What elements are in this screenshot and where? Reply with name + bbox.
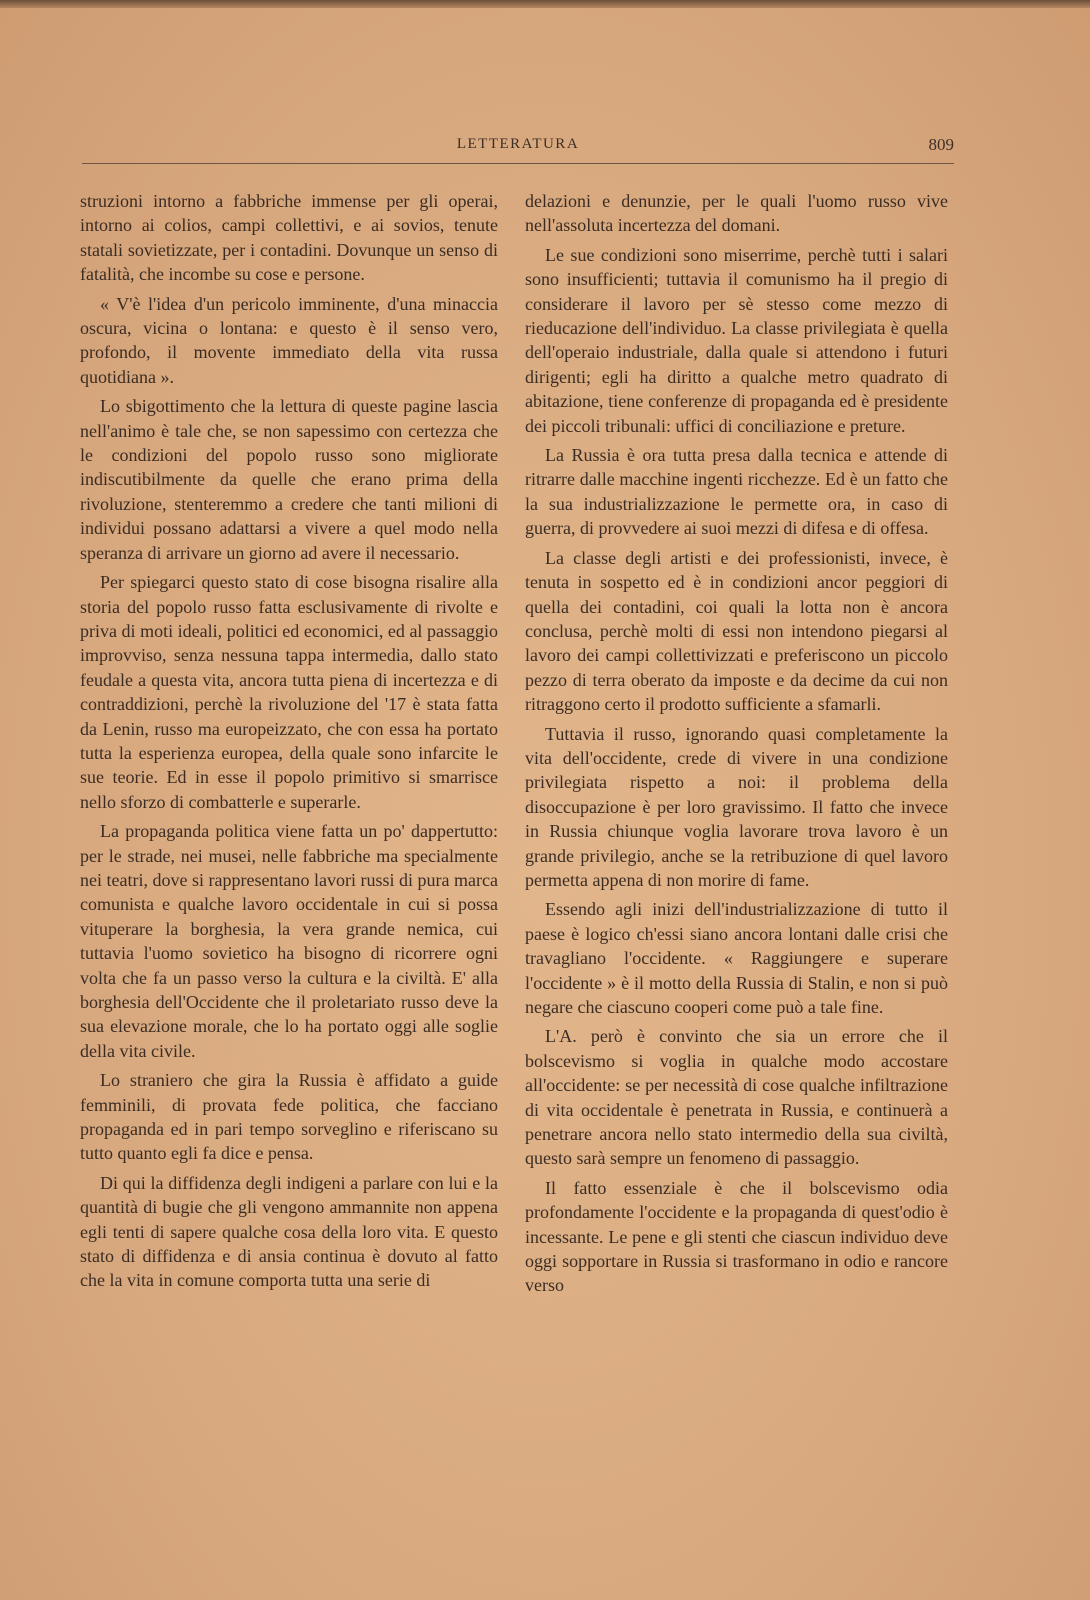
running-title: LETTERATURA — [456, 136, 580, 152]
page-top-edge — [0, 0, 1090, 8]
paragraph: Lo sbigottimento che la lettura di queste pagine lascia nell'animo è tale che, se non sapessimo con certezza che le condizioni del popolo russo sono migliorate indiscutibilmente da quelle che erano prima della rivoluzione, stenteremmo a credere che tanti milioni di individui possano adattarsi a vivere a quel modo nella speranza di arrivare un giorno ad avere il necessario. — [80, 396, 498, 563]
header-divider — [82, 163, 954, 164]
paragraph: struzioni intorno a fabbriche immense per gli operai, intorno ai colios, campi collettivi, e ai sovios, tenute statali sovietizzate, per i contadini. Dovunque un senso di fatalità, che incombe su cose e persone. — [80, 191, 498, 285]
paragraph: La propaganda politica viene fatta un po' dappertutto: per le strade, nei musei, nelle fabbriche ma specialmente nei teatri, dove si rappresentano lavori russi di pura marca comunista e qualche lavoro occidentale in cui si possa vituperare la borghesia, la vera grande nemica, cui tuttavia l'uomo sovietico ha bisogno di ricorrere ogni volta che fa un passo verso la cultura e la civiltà. E' alla borghesia dell'Occidente che il proletariato russo deve la sua elevazione morale, che lo ha portato oggi alle soglie della vita civile. — [80, 821, 498, 1061]
paragraph: Le sue condizioni sono miserrime, perchè tutti i salari sono insufficienti; tuttavia il comunismo ha il pregio di considerare il lavoro per sè stesso come mezzo di rieducazione dell'individuo. La classe privilegiata è quella dell'operaio industriale, dalla quale si attendono i futuri dirigenti; egli ha diritto a qualche metro quadrato di abitazione, tiene conferenze di propaganda ed è presidente dei piccoli tribunali: uffici di conciliazione e preture. — [525, 244, 948, 436]
paragraph: La Russia è ora tutta presa dalla tecnica e attende di ritrarre dalle macchine ingenti ricchezze. Ed è un fatto che la sua industrializzazione le permette ora, in caso di guerra, di provvedere ai suoi mezzi di difesa e di offesa. — [525, 445, 948, 539]
page-header — [82, 136, 954, 160]
left-column — [80, 189, 498, 1298]
paragraph: « V'è l'idea d'un pericolo imminente, d'una minaccia oscura, vicina o lontana: e questo è il senso vero, profondo, il movente immediato della vita russa quotidiana ». — [80, 293, 498, 387]
paragraph: Tuttavia il russo, ignorando quasi completamente la vita dell'occidente, crede di vivere in una condizione privilegiata rispetto a noi: il problema della disoccupazione è per loro gravissimo. Il fatto che invece in Russia chiunque voglia lavorare trova lavoro è un grande privilegio, anche se la retribuzione di quel lavoro permetta appena di non morire di fame. — [525, 723, 948, 890]
paragraph: La classe degli artisti e dei professionisti, invece, è tenuta in sospetto ed è in condizioni ancor peggiori di quella dei contadini, coi quali la lotta non è ancora conclusa, perchè molti di essi non intendono piegarsi al lavoro dei campi collettivizzati e preferiscono un piccolo pezzo di terra oberato da imposte e da decime da cui non ritraggono certo il prodotto sufficiente a sfamarli. — [525, 547, 948, 715]
page-number: 809 — [928, 135, 954, 154]
right-column — [525, 189, 948, 1303]
paragraph: delazioni e denunzie, per le quali l'uomo russo vive nell'assoluta incertezza del domani. — [525, 191, 948, 236]
paragraph: Il fatto essenziale è che il bolscevismo odia profondamente l'occidente e la propaganda di quest'odio è incessante. Le pene e gli stenti che ciascun individuo deve oggi sopportare in Russia si trasformano in odio e rancore verso — [525, 1177, 948, 1296]
paragraph: Essendo agli inizi dell'industrializzazione di tutto il paese è logico ch'essi siano ancora lontani dalle crisi che travagliano l'occidente. « Raggiungere e superare l'occidente » è il motto della Russia di Stalin, e non si può negare che ciascuno cooperi come può a tale fine. — [525, 899, 948, 1017]
paragraph: Per spiegarci questo stato di cose bisogna risalire alla storia del popolo russo fatta esclusivamente di rivolte e priva di moti ideali, politici ed economici, ed al passaggio improvviso, senza nessuna tappa intermedia, dallo stato feudale a questa vita, ancora tutta piena di incertezza e di contraddizioni, perchè la rivoluzione del '17 è stata fatta da Lenin, russo ma europeizzato, che con essa ha portato tutta la esperienza europea, della quale sono infarcite le sue teorie. Ed in esse il popolo primitivo si smarrisce nello sforzo di combatterle e superarle. — [80, 572, 498, 812]
paragraph: Di qui la diffidenza degli indigeni a parlare con lui e la quantità di bugie che gli vengono ammannite non appena egli tenti di sapere qualche cosa della loro vita. E questo stato di diffidenza e di ansia continua è dovuto al fatto che la vita in comune comporta tutta una serie di — [80, 1172, 498, 1291]
paragraph: Lo straniero che gira la Russia è affidato a guide femminili, di provata fede politica, che facciano propaganda ed in pari tempo sorveglino e riferiscano su tutto quanto egli fa dice e pensa. — [80, 1070, 498, 1164]
paragraph: L'A. però è convinto che sia un errore che il bolscevismo si voglia in qualche modo accostare all'occidente: se per necessità di cose qualche infiltrazione di vita occidentale è penetrata in Russia, e continuerà a penetrare ancora nello stato intermedio della sua civiltà, questo sarà sempre un fenomeno di passaggio. — [525, 1026, 948, 1169]
